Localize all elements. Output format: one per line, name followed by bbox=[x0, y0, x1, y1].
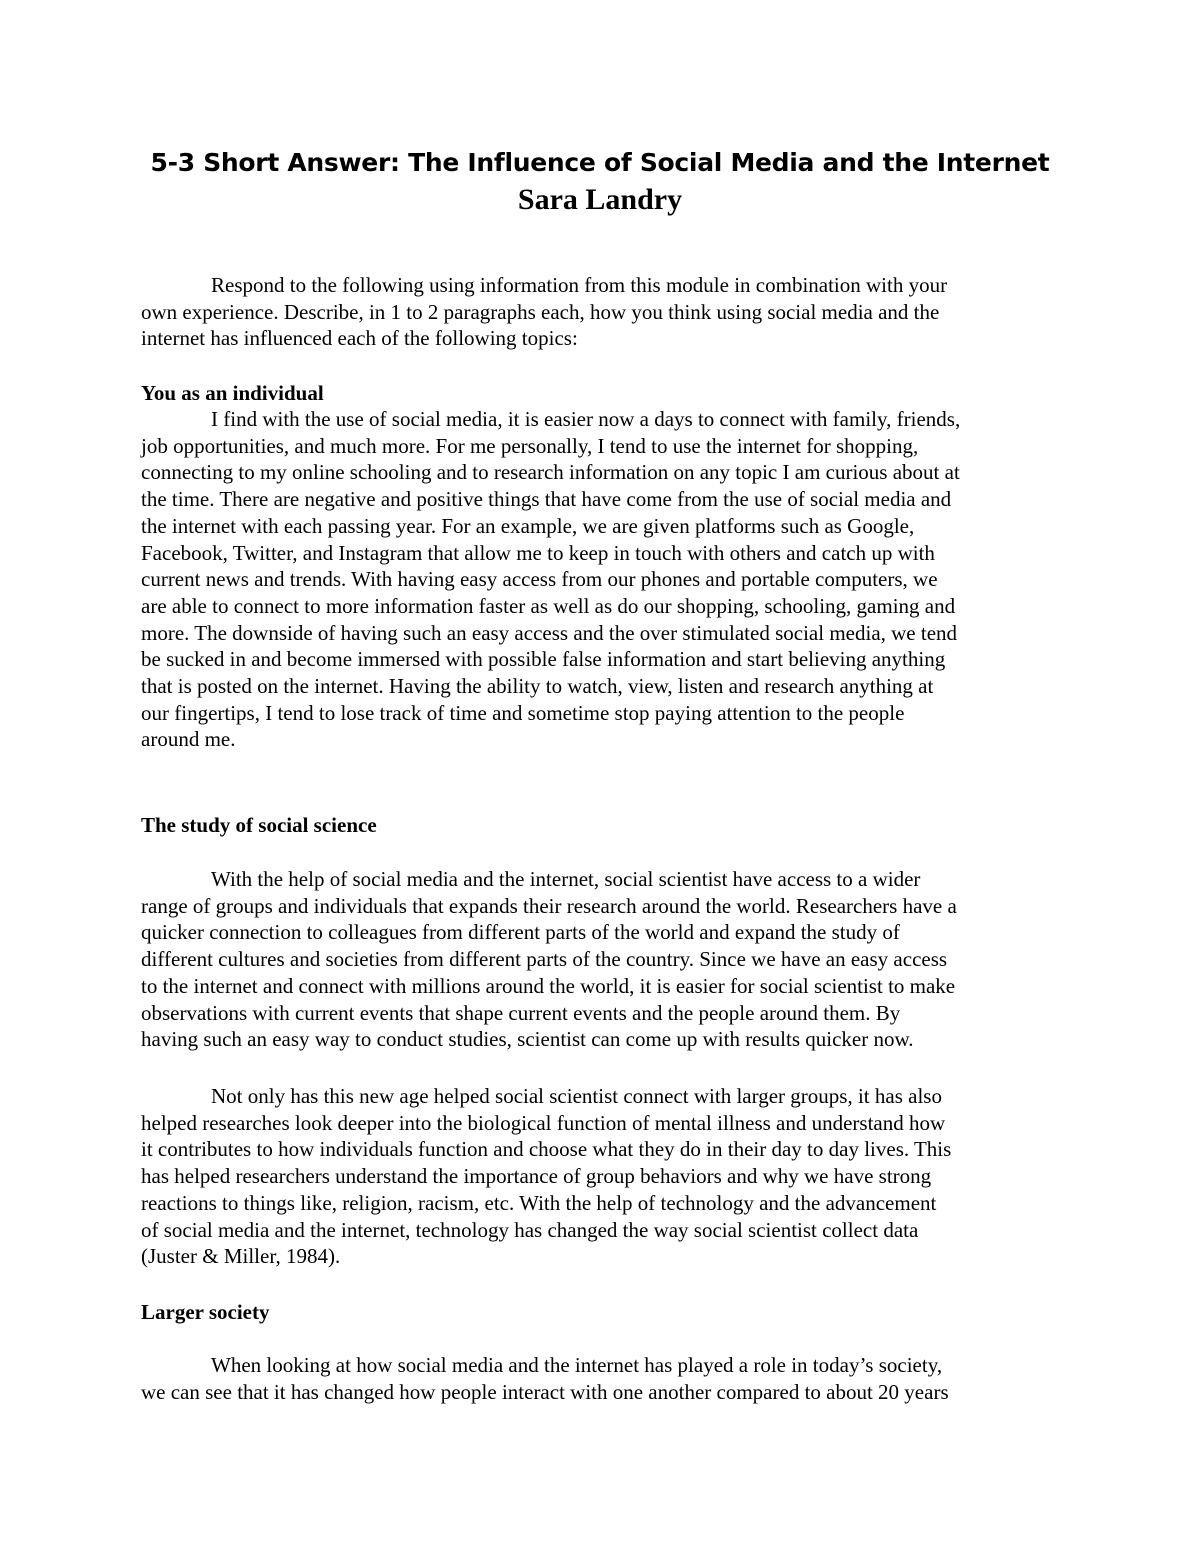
text-line: are able to connect to more information faster as well as do our shopping, schooling, gaming and bbox=[141, 593, 956, 618]
document-author: Sara Landry bbox=[517, 183, 683, 216]
text-line: we can see that it has changed how people interact with one another compared to about 20 years bbox=[141, 1379, 949, 1404]
section-paragraph bbox=[141, 1352, 1069, 1405]
text-line: having such an easy way to conduct studies, scientist can come up with results quicker now. bbox=[141, 1027, 914, 1052]
text-line: more. The downside of having such an easy access and the over stimulated social media, we tend bbox=[141, 620, 958, 645]
text-line: Not only has this new age helped social scientist connect with larger groups, it has also bbox=[211, 1084, 942, 1108]
text-line: the time. There are negative and positive things that have come from the use of social media and bbox=[141, 487, 952, 512]
text-line: that is posted on the internet. Having the ability to watch, view, listen and research anything at bbox=[141, 674, 934, 699]
text-line: has helped researchers understand the importance of group behaviors and why we have strong bbox=[141, 1164, 932, 1189]
text-line: to the internet and connect with millions around the world, it is easier for social scientist to make bbox=[141, 973, 956, 998]
text-line: current news and trends. With having easy access from our phones and portable computers, we bbox=[141, 567, 938, 592]
text-line: internet has influenced each of the following topics: bbox=[141, 326, 578, 351]
document-title: 5-3 Short Answer: The Influence of Social Media and the Internet bbox=[150, 148, 1050, 177]
section-heading: You as an individual bbox=[141, 381, 324, 405]
text-line: our fingertips, I tend to lose track of time and sometime stop paying attention to the people bbox=[141, 700, 905, 725]
section-heading: The study of social science bbox=[141, 813, 377, 837]
section-paragraph bbox=[141, 866, 1069, 1053]
text-line: helped researches look deeper into the biological function of mental illness and understand how bbox=[141, 1110, 946, 1135]
section-paragraph bbox=[141, 406, 1069, 753]
text-line: the internet with each passing year. For an example, we are given platforms such as Google, bbox=[141, 513, 915, 538]
text-line: connecting to my online schooling and to research information on any topic I am curious about at bbox=[141, 460, 960, 485]
text-line: around me. bbox=[141, 727, 236, 752]
text-line: When looking at how social media and the internet has played a role in today’s society, bbox=[211, 1353, 943, 1377]
text-line: observations with current events that shape current events and the people around them. By bbox=[141, 1000, 901, 1025]
section-heading: Larger society bbox=[141, 1300, 270, 1324]
text-line: quicker connection to colleagues from different parts of the world and expand the study of bbox=[141, 920, 900, 945]
text-line: (Juster & Miller, 1984). bbox=[141, 1244, 341, 1269]
text-line: different cultures and societies from different parts of the country. Since we have an easy access bbox=[141, 947, 948, 972]
text-line: Respond to the following using information from this module in combination with your bbox=[211, 273, 948, 297]
text-line: of social media and the internet, technology has changed the way social scientist collect data bbox=[141, 1217, 919, 1242]
text-line: reactions to things like, religion, racism, etc. With the help of technology and the advancement bbox=[141, 1190, 937, 1215]
section-paragraph bbox=[141, 1083, 1069, 1270]
text-line: be sucked in and become immersed with possible false information and start believing anything bbox=[141, 647, 946, 672]
text-line: With the help of social media and the internet, social scientist have access to a wider bbox=[211, 867, 921, 891]
prompt-paragraph bbox=[141, 272, 1069, 352]
text-line: job opportunities, and much more. For me personally, I tend to use the internet for shopping, bbox=[141, 433, 919, 458]
text-line: Facebook, Twitter, and Instagram that allow me to keep in touch with others and catch up with bbox=[141, 540, 935, 565]
text-line: I find with the use of social media, it is easier now a days to connect with family, friends, bbox=[211, 407, 961, 431]
text-line: it contributes to how individuals function and choose what they do in their day to day lives. This bbox=[141, 1137, 952, 1162]
text-line: own experience. Describe, in 1 to 2 paragraphs each, how you think using social media and the bbox=[141, 299, 940, 324]
text-line: range of groups and individuals that expands their research around the world. Researchers have a bbox=[141, 893, 957, 918]
